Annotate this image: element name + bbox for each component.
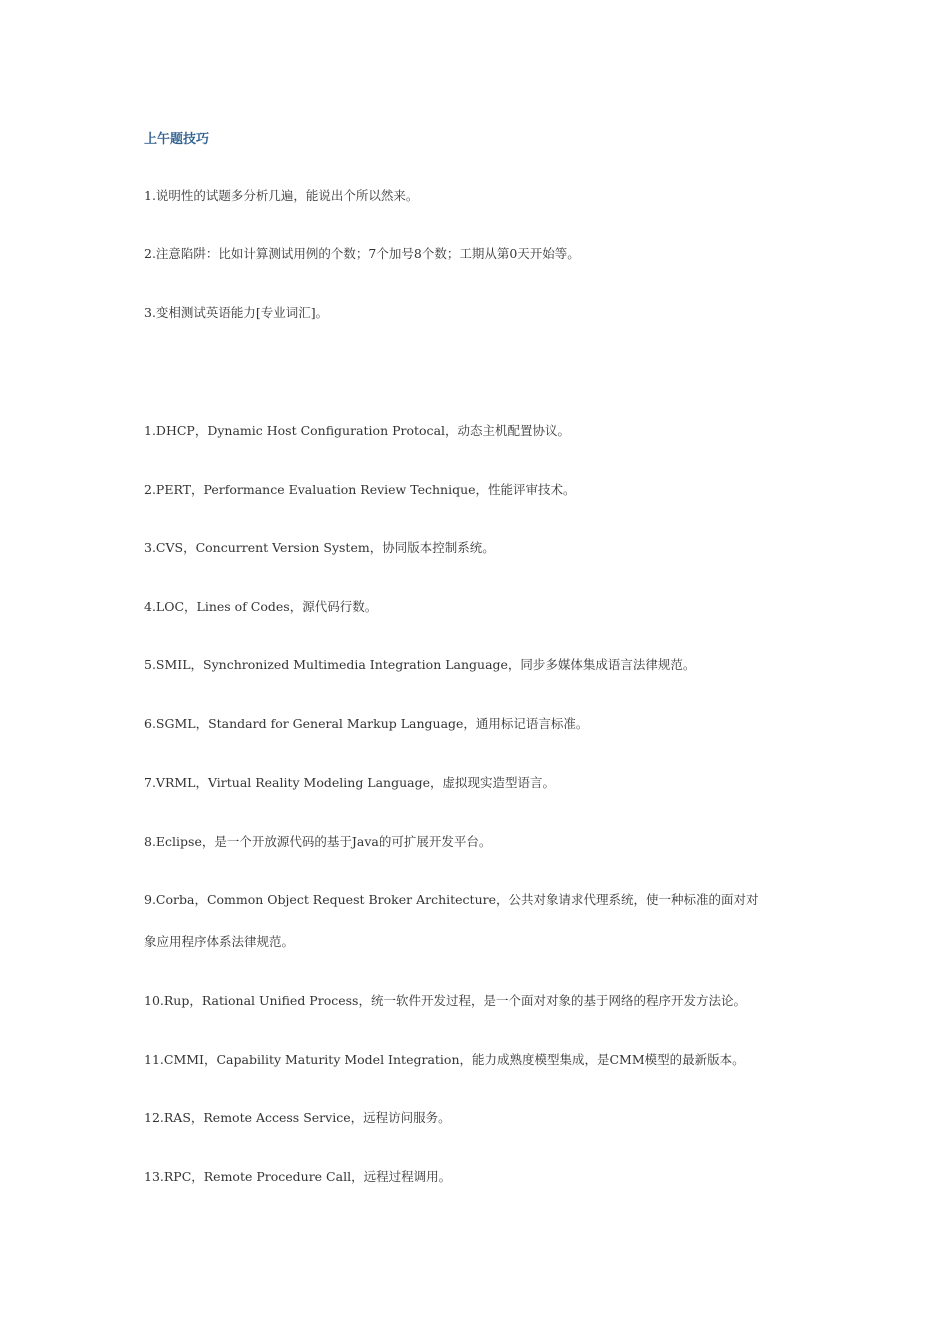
term-9: 9.Corba，Common Object Request Broker Architecture，公共对象请求代理系统，使一种标准的面对对 (144, 892, 759, 907)
term-7: 7.VRML，Virtual Reality Modeling Language，虚拟现实造型语言。 (144, 775, 556, 790)
term-6: 6.SGML，Standard for General Markup Language，通用标记语言标准。 (144, 716, 589, 731)
term-3: 3.CVS，Concurrent Version System，协同版本控制系统。 (144, 540, 495, 555)
term-4: 4.LOC，Lines of Codes，源代码行数。 (144, 599, 378, 614)
term-8: 8.Eclipse，是一个开放源代码的基于Java的可扩展开发平台。 (144, 834, 492, 849)
tip-2: 2.注意陷阱：比如计算测试用例的个数；7个加号8个数；工期从第0天开始等。 (144, 246, 580, 261)
term-10: 10.Rup，Rational Unified Process，统一软件开发过程，是一个面对对象的基于网络的程序开发方法论。 (144, 993, 746, 1008)
tip-1: 1.说明性的试题多分析几遍，能说出个所以然来。 (144, 188, 419, 203)
term-12: 12.RAS，Remote Access Service，远程访问服务。 (144, 1110, 451, 1125)
section-heading: 上午题技巧 (144, 132, 210, 147)
term-2: 2.PERT，Performance Evaluation Review Technique，性能评审技术。 (144, 482, 576, 497)
tip-3: 3.变相测试英语能力[专业词汇]。 (144, 305, 329, 320)
term-11: 11.CMMI，Capability Maturity Model Integration，能力成熟度模型集成，是CMM模型的最新版本。 (144, 1052, 745, 1067)
term-9-continued: 象应用程序体系法律规范。 (144, 934, 295, 949)
term-13: 13.RPC，Remote Procedure Call，远程过程调用。 (144, 1169, 452, 1184)
term-1: 1.DHCP，Dynamic Host Configuration Protocal，动态主机配置协议。 (144, 423, 571, 438)
term-5: 5.SMIL，Synchronized Multimedia Integration Language，同步多媒体集成语言法律规范。 (144, 657, 696, 672)
